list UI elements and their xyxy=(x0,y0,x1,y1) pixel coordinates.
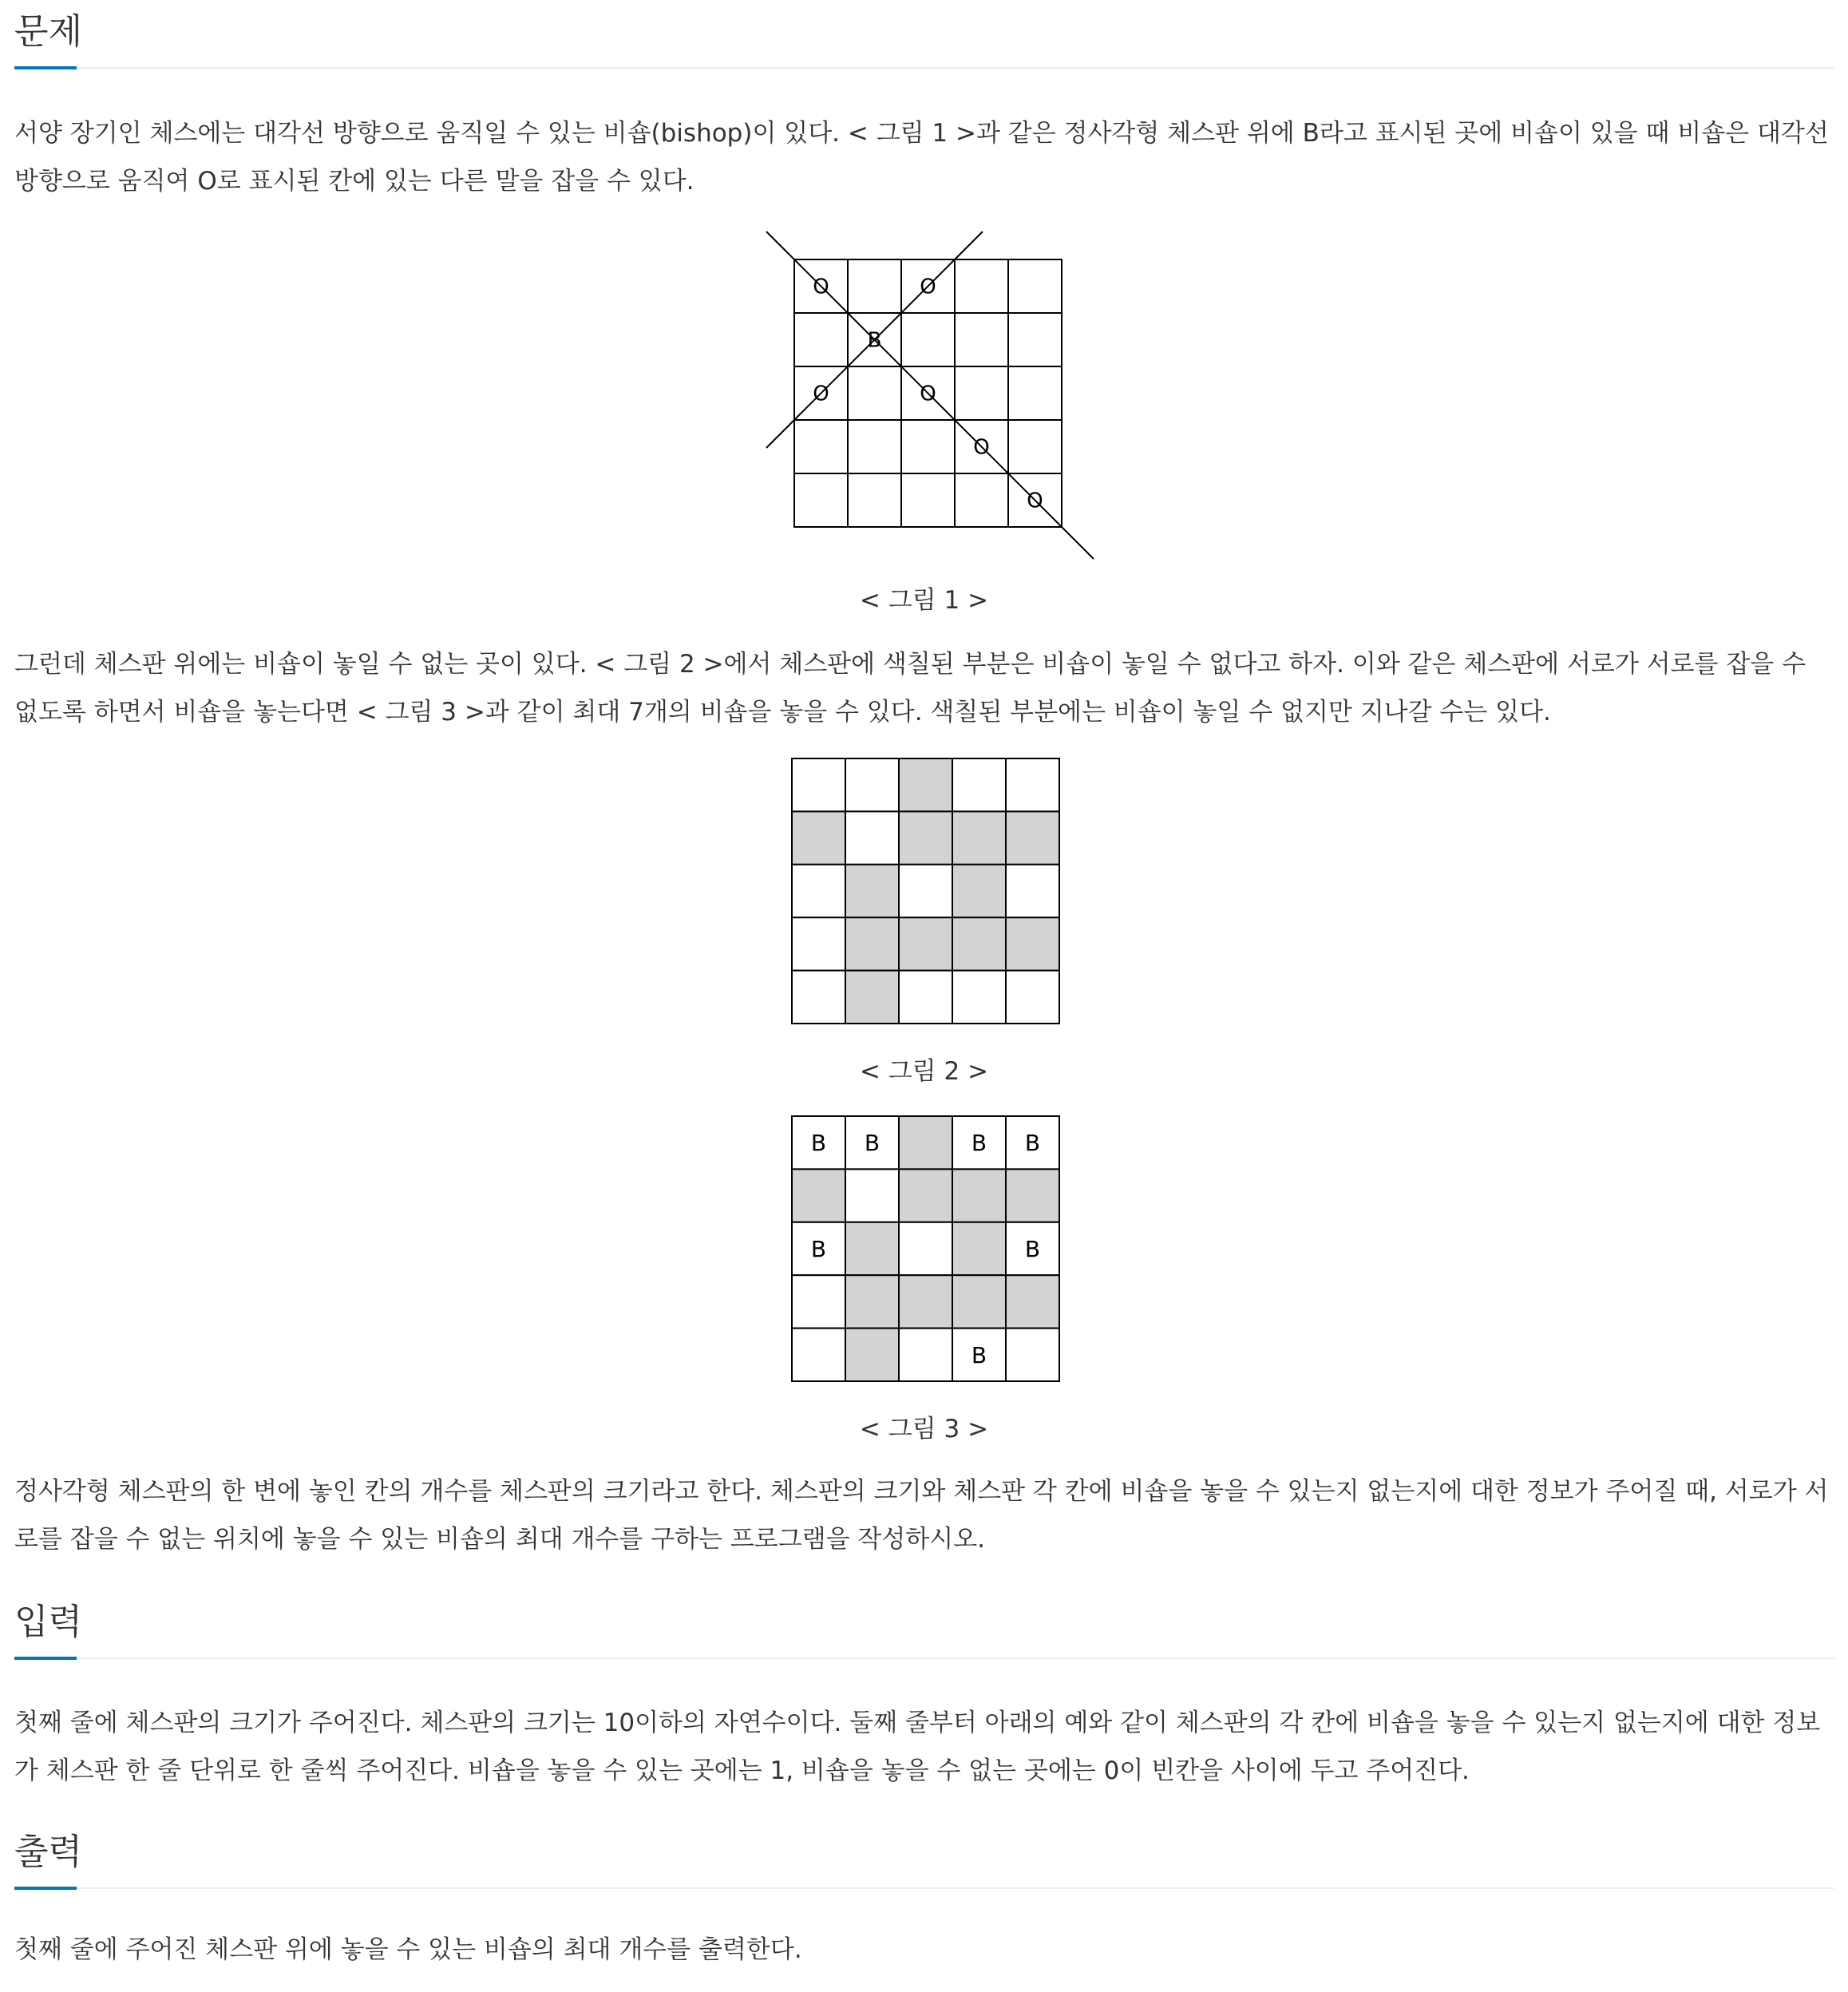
blocked-cell xyxy=(792,811,845,864)
blocked-cell xyxy=(899,1116,952,1169)
section-divider xyxy=(14,67,1834,69)
board-cell xyxy=(794,473,848,527)
board-cell xyxy=(848,259,901,313)
blocked-cell xyxy=(952,917,1006,970)
board-cell xyxy=(1006,971,1059,1024)
bishop-label: B xyxy=(810,1130,827,1157)
blocked-cell xyxy=(899,1275,952,1328)
capture-target-label: O xyxy=(813,275,829,299)
blocked-cell xyxy=(1006,1275,1059,1328)
board-cell xyxy=(1008,259,1062,313)
blocked-cell xyxy=(792,1169,845,1222)
problem-paragraph-1: 서양 장기인 체스에는 대각선 방향으로 움직일 수 있는 비숍(bishop)이 있다. < 그림 1 >과 같은 정사각형 체스판 위에 B라고 표시된 곳에 비숍이 있을 때 비숍은 대각선 방향으로 움직여 O로 표시된 칸에 있는 다른 말을 잡을 수 있다. xyxy=(14,119,1829,196)
blocked-cell xyxy=(952,1275,1006,1328)
blocked-cell xyxy=(952,1222,1006,1275)
section-title-underline xyxy=(14,1887,77,1890)
bishop-label: B xyxy=(1024,1236,1041,1262)
figure-2-board xyxy=(790,757,1062,1025)
blocked-cell xyxy=(845,865,899,917)
board-cell xyxy=(899,1222,952,1275)
blocked-cell xyxy=(899,758,952,811)
bishop-label: B xyxy=(864,1130,880,1157)
capture-target-label: O xyxy=(973,435,990,460)
bishop-label: B xyxy=(810,1236,827,1262)
blocked-cell xyxy=(845,1329,899,1381)
board-cell xyxy=(955,313,1008,366)
board-cell xyxy=(792,917,845,970)
board-cell xyxy=(955,259,1008,313)
board-cell xyxy=(952,971,1006,1024)
board-cell xyxy=(792,1275,845,1328)
capture-target-label: O xyxy=(813,382,829,406)
board-cell xyxy=(792,971,845,1024)
bishop-label: B xyxy=(971,1341,987,1368)
output-paragraph: 첫째 줄에 주어진 체스판 위에 놓을 수 있는 비숍의 최대 개수를 출력한다. xyxy=(14,1935,802,1964)
section-title-output: 출력 xyxy=(14,1832,83,1872)
blocked-cell xyxy=(899,811,952,864)
capture-target-label: O xyxy=(920,275,936,299)
board-cell xyxy=(1008,313,1062,366)
board-cell xyxy=(845,758,899,811)
capture-target-label: O xyxy=(920,382,936,406)
blocked-cell xyxy=(845,1275,899,1328)
figure-3-board xyxy=(790,1115,1062,1383)
blocked-cell xyxy=(899,917,952,970)
board-cell xyxy=(792,865,845,917)
figure-1-caption: < 그림 1 > xyxy=(859,586,989,615)
board-cell xyxy=(952,758,1006,811)
figure-1-board xyxy=(758,224,1102,567)
board-cell xyxy=(792,1329,845,1381)
board-cell xyxy=(955,473,1008,527)
capture-target-label: O xyxy=(1027,489,1043,513)
section-divider xyxy=(14,1657,1834,1659)
board-cell xyxy=(848,366,901,420)
problem-paragraph-2: 그런데 체스판 위에는 비숍이 놓일 수 없는 곳이 있다. < 그림 2 >에서 체스판에 색칠된 부분은 비숍이 놓일 수 없다고 하자. 이와 같은 체스판에 서로가 서로를 잡을 수 없도록 하면서 비숍을 놓는다면 < 그림 3 >과 같이 최대 7개의 비숍을 놓을 수 있다. 색칠된 부분에는 비숍이 놓일 수 없지만 지나갈 수는 있다. xyxy=(14,650,1806,727)
board-cell xyxy=(1006,1329,1059,1381)
blocked-cell xyxy=(845,917,899,970)
blocked-cell xyxy=(952,811,1006,864)
figure-2-caption: < 그림 2 > xyxy=(859,1057,989,1086)
board-cell xyxy=(899,1329,952,1381)
board-cell xyxy=(1006,865,1059,917)
board-cell xyxy=(955,366,1008,420)
blocked-cell xyxy=(845,1222,899,1275)
board-cell xyxy=(901,313,955,366)
bishop-label: B xyxy=(1024,1130,1041,1157)
input-paragraph: 첫째 줄에 체스판의 크기가 주어진다. 체스판의 크기는 10이하의 자연수이다. 둘째 줄부터 아래의 예와 같이 체스판의 각 칸에 비숍을 놓을 수 있는지 없는지에 대한 정보가 체스판 한 줄 단위로 한 줄씩 주어진다. 비숍을 놓을 수 있는 곳에는 1, 비숍을 놓을 수 없는 곳에는 0이 빈칸을 사이에 두고 주어진다. xyxy=(14,1709,1821,1785)
bishop-label: B xyxy=(867,328,882,353)
board-cell xyxy=(848,420,901,473)
board-cell xyxy=(1008,366,1062,420)
board-cell xyxy=(899,971,952,1024)
blocked-cell xyxy=(845,971,899,1024)
section-divider xyxy=(14,1887,1834,1889)
section-title-underline xyxy=(14,1657,77,1660)
figure-3-caption: < 그림 3 > xyxy=(859,1415,989,1444)
blocked-cell xyxy=(899,1169,952,1222)
bishop-label: B xyxy=(971,1130,987,1157)
section-title-underline xyxy=(14,66,77,69)
board-cell xyxy=(1008,420,1062,473)
board-cell xyxy=(899,865,952,917)
board-cell xyxy=(845,811,899,864)
board-cell xyxy=(792,758,845,811)
blocked-cell xyxy=(952,865,1006,917)
blocked-cell xyxy=(1006,811,1059,864)
board-cell xyxy=(794,420,848,473)
board-cell xyxy=(901,473,955,527)
blocked-cell xyxy=(952,1169,1006,1222)
board-cell xyxy=(1006,758,1059,811)
board-cell xyxy=(901,420,955,473)
section-title-input: 입력 xyxy=(14,1602,83,1642)
blocked-cell xyxy=(1006,1169,1059,1222)
section-title-problem: 문제 xyxy=(14,11,83,52)
board-cell xyxy=(848,473,901,527)
blocked-cell xyxy=(1006,917,1059,970)
board-cell xyxy=(845,1169,899,1222)
board-cell xyxy=(794,313,848,366)
problem-paragraph-3: 정사각형 체스판의 한 변에 놓인 칸의 개수를 체스판의 크기라고 한다. 체스판의 크기와 체스판 각 칸에 비숍을 놓을 수 있는지 없는지에 대한 정보가 주어질 때, 서로가 서로를 잡을 수 없는 위치에 놓을 수 있는 비숍의 최대 개수를 구하는 프로그램을 작성하시오. xyxy=(14,1477,1829,1554)
